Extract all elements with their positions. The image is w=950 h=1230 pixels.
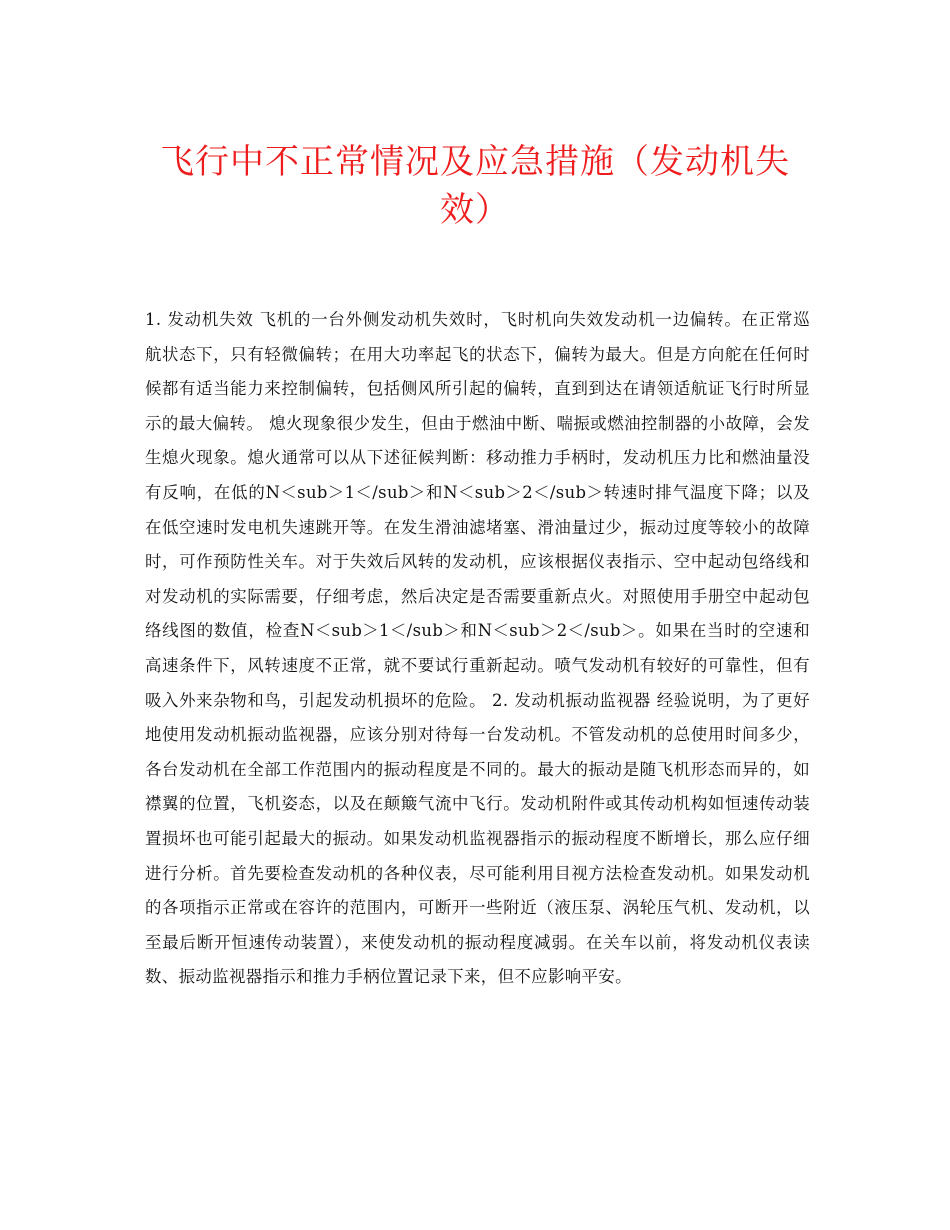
document-title: 飞行中不正常情况及应急措施（发动机失效） — [160, 142, 790, 230]
document-body-paragraph: 1. 发动机失效 飞机的一台外侧发动机失效时，飞时机向失效发动机一边偏转。在正常巡航状态下，只有轻微偏转；在用大功率起飞的状态下，偏转为最大。但是方向舵在任何时候都有适当能力来控制偏转，包括侧风所引起的偏转，直到到达在请领适航证飞行时所显示的最大偏转。 熄火现象很少发生，但由于燃油中断、喘振或燃油控制器的小故障，会发生熄火现象。熄火通常可以从下述征候判断：移动推力手柄时，发动机压力比和燃油量没有反响，在低的N＜sub＞1＜/sub＞和N＜sub＞2＜/sub＞转速时排气温度下降；以及在低空速时发电机失速跳开等。在发生滑油滤堵塞、滑油量过少，振动过度等较小的故障时，可作预防性关车。对于失效后风转的发动机，应该根据仪表指示、空中起动包络线和对发动机的实际需要，仔细考虑，然后决定是否需要重新点火。对照使用手册空中起动包络线图的数值，检查N＜sub＞1＜/sub＞和N＜sub＞2＜/sub＞。如果在当时的空速和高速条件下，风转速度不正常，就不要试行重新起动。喷气发动机有较好的可靠性，但有吸入外来杂物和鸟，引起发动机损坏的危险。 2. 发动机振动监视器 经验说明，为了更好地使用发动机振动监视器，应该分别对待每一台发动机。不管发动机的总使用时间多少，各台发动机在全部工作范围内的振动程度是不同的。最大的振动是随飞机形态而异的，如襟翼的位置，飞机姿态，以及在颠簸气流中飞行。发动机附件或其传动机构如恒速传动装置损坏也可能引起最大的振动。如果发动机监视器指示的振动程度不断增长，那么应仔细进行分析。首先要检查发动机的各种仪表，尽可能利用目视方法检查发动机。如果发动机的各项指示正常或在容许的范围内，可断开一些附近（液压泵、涡轮压气机、发动机，以至最后断开恒速传动装置），来使发动机的振动程度减弱。在关车以前，将发动机仪表读数、振动监视器指示和推力手柄位置记录下来，但不应影响平安。 — [145, 310, 810, 987]
